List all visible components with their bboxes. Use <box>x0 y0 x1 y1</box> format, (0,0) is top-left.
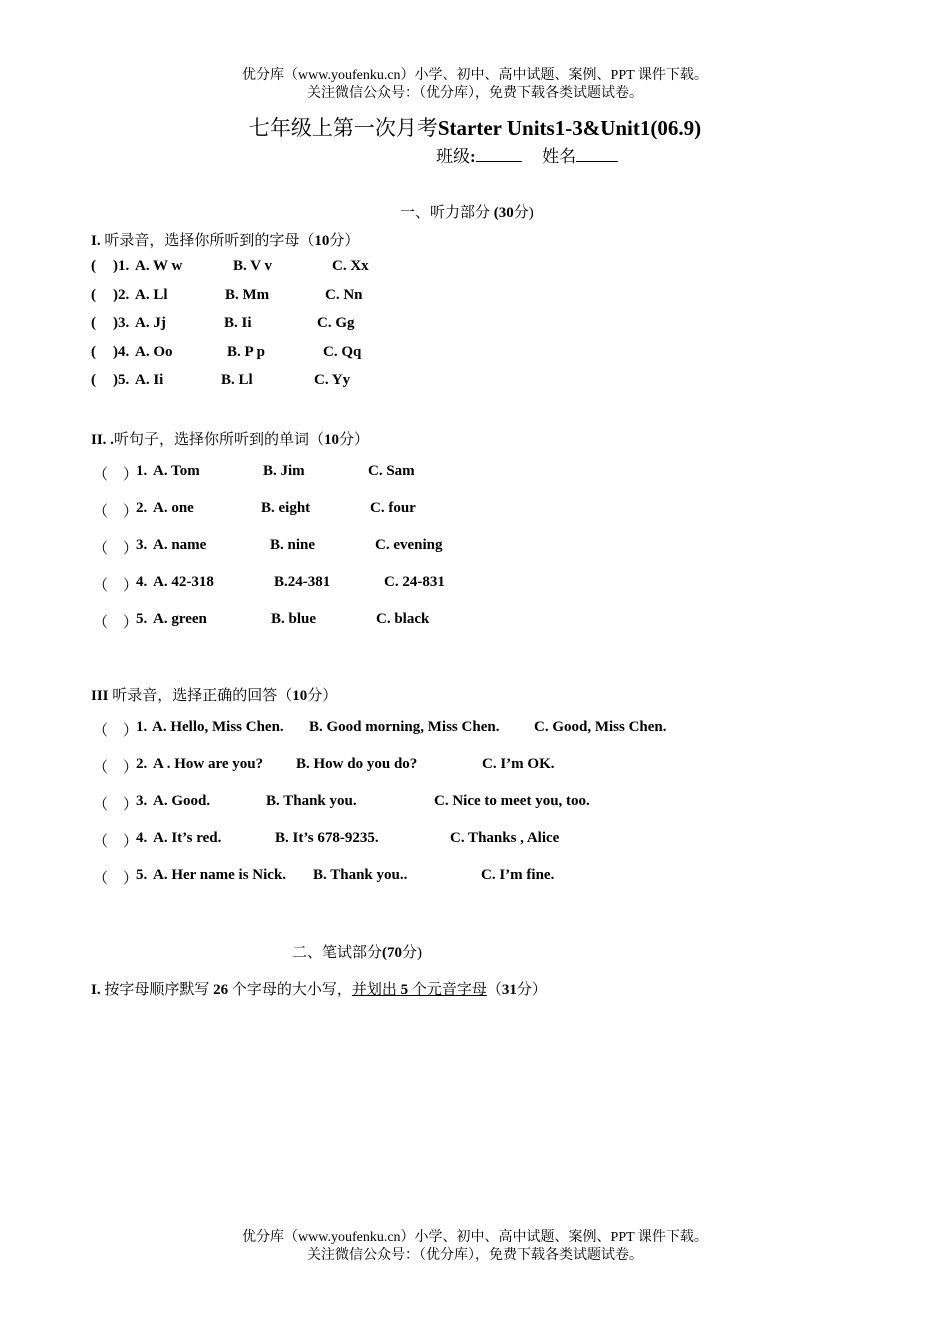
title-zh: 七年级上第一次月考 <box>248 116 438 140</box>
option-b: B. Ii <box>224 315 252 331</box>
question-number: 3. <box>136 537 148 553</box>
option-b: B. Mm <box>225 287 270 303</box>
s3-question-4 <box>93 830 560 851</box>
section2-instruction: 听句子，选择你所听到的单词（ <box>113 432 324 448</box>
part1-heading <box>400 201 534 222</box>
option-b: B. Jim <box>263 463 305 479</box>
option-c: C. black <box>376 611 430 627</box>
option-a: A. Oo <box>135 344 173 360</box>
name-label: 姓名 <box>542 147 577 166</box>
answer-bracket[interactable]: （ ） <box>93 723 139 739</box>
part1-score: (30 <box>493 205 514 221</box>
option-c: C. Thanks , Alice <box>450 830 560 846</box>
section4-instruction-a: 按字母顺序默写 <box>104 982 210 998</box>
s1-question-3 <box>91 315 355 332</box>
answer-bracket[interactable]: （ ） <box>93 615 139 631</box>
option-b: B. eight <box>261 500 311 516</box>
option-c: C. Yy <box>314 372 351 388</box>
part1-heading-text: 一、听力部分 <box>400 205 491 221</box>
s3-question-2 <box>93 756 555 777</box>
class-colon: : <box>470 147 476 166</box>
option-a: A. W w <box>135 258 183 274</box>
s3-question-3 <box>93 793 590 814</box>
question-number: )2. <box>113 287 130 303</box>
option-c: C. I’m OK. <box>482 756 555 772</box>
section3-heading <box>91 684 337 705</box>
answer-bracket[interactable]: ( <box>91 258 96 274</box>
s1-question-1 <box>91 258 369 275</box>
section2-num: II. . <box>91 432 114 448</box>
student-info <box>436 142 618 167</box>
s2-question-4 <box>93 574 445 595</box>
question-number: 3. <box>136 793 148 809</box>
title-en: Starter Units1-3&Unit1(06.9) <box>437 116 702 140</box>
option-b: B. Thank you. <box>266 793 357 809</box>
answer-bracket[interactable]: （ ） <box>93 578 139 594</box>
question-number: )1. <box>113 258 130 274</box>
option-a: A. name <box>153 537 207 553</box>
answer-bracket[interactable]: ( <box>91 344 96 360</box>
option-b: B. blue <box>271 611 317 627</box>
section4-underlined-a: 并划出 <box>351 982 397 998</box>
option-c: C. four <box>370 500 416 516</box>
answer-bracket[interactable]: ( <box>91 287 96 303</box>
section2-unit: 分） <box>338 432 369 448</box>
option-b: B. It’s 678-9235. <box>275 830 379 846</box>
s1-question-4 <box>91 344 362 361</box>
question-number: 1. <box>136 463 148 479</box>
answer-bracket[interactable]: （ ） <box>93 797 139 813</box>
section3-unit: 分） <box>307 688 338 704</box>
option-c: C. 24-831 <box>384 574 445 590</box>
s2-question-5 <box>93 611 430 632</box>
s2-question-3 <box>93 537 443 558</box>
s1-question-5 <box>91 372 351 389</box>
option-a: A. It’s red. <box>153 830 222 846</box>
footer-line-1: 优分库（www.youfenku.cn）小学、初中、高中试题、案例、PPT 课件下载。 <box>242 1230 708 1245</box>
option-a: A. Good. <box>153 793 211 809</box>
answer-bracket[interactable]: （ ） <box>93 834 139 850</box>
option-b: B. P p <box>227 344 265 360</box>
section4-count: 26 <box>213 982 229 998</box>
section1-instruction: 听录音，选择你所听到的字母（ <box>104 233 315 249</box>
option-c: C. Qq <box>323 344 362 360</box>
option-b: B.24-381 <box>274 574 331 590</box>
question-number: 2. <box>136 500 148 516</box>
option-a: A. Ll <box>135 287 168 303</box>
section3-instruction: 听录音，选择正确的回答（ <box>112 688 293 704</box>
name-blank[interactable] <box>576 145 618 162</box>
question-number: 4. <box>136 830 148 846</box>
class-blank[interactable] <box>476 145 522 162</box>
section4-heading <box>91 978 547 999</box>
section4-unit: 分） <box>516 982 547 998</box>
section2-heading <box>91 428 369 449</box>
option-c: C. Good, Miss Chen. <box>534 719 667 735</box>
option-a: A. Jj <box>135 315 166 331</box>
option-b: B. Good morning, Miss Chen. <box>309 719 500 735</box>
option-b: B. nine <box>270 537 316 553</box>
option-c: C. Nice to meet you, too. <box>434 793 590 809</box>
section2-points: 10 <box>323 432 339 448</box>
option-c: C. Nn <box>325 287 363 303</box>
question-number: 5. <box>136 611 148 627</box>
option-c: C. I’m fine. <box>481 867 555 883</box>
header-line-2: 关注微信公众号：（优分库），免费下载各类试题试卷。 <box>307 86 643 101</box>
answer-bracket[interactable]: ( <box>91 315 96 331</box>
section4-underlined <box>352 982 487 998</box>
section1-num: I. <box>91 233 101 249</box>
option-c: C. Gg <box>317 315 355 331</box>
question-number: 1. <box>136 719 148 735</box>
part2-score-unit: 分) <box>402 945 423 961</box>
option-c: C. Sam <box>368 463 415 479</box>
question-number: )4. <box>113 344 130 360</box>
s2-question-2 <box>93 500 416 521</box>
option-b: B. Ll <box>221 372 253 388</box>
option-a: A. 42-318 <box>153 574 214 590</box>
option-a: A . How are you? <box>153 756 264 772</box>
option-a: A. Hello, Miss Chen. <box>152 719 284 735</box>
s3-question-1 <box>93 719 667 740</box>
option-a: A. green <box>153 611 207 627</box>
answer-bracket[interactable]: （ ） <box>93 467 139 483</box>
class-label: 班级 <box>436 147 470 166</box>
answer-bracket[interactable]: （ ） <box>93 760 139 776</box>
answer-bracket[interactable]: （ ） <box>93 541 139 557</box>
section4-instruction-b: 个字母的大小写， <box>231 982 352 998</box>
answer-bracket[interactable]: （ ） <box>93 504 139 520</box>
option-c: C. Xx <box>332 258 369 274</box>
answer-bracket[interactable]: ( <box>91 372 96 388</box>
page-title <box>0 112 950 142</box>
part2-heading-text: 二、笔试部分 <box>292 945 383 961</box>
answer-bracket[interactable]: （ ） <box>93 871 139 887</box>
option-c: C. evening <box>375 537 443 553</box>
option-b: B. Thank you.. <box>313 867 408 883</box>
question-number: 4. <box>136 574 148 590</box>
option-a: A. Tom <box>153 463 200 479</box>
section3-points: 10 <box>292 688 308 704</box>
section4-underlined-num: 5 <box>400 982 409 998</box>
question-number: )3. <box>113 315 130 331</box>
part2-score: (70 <box>382 945 403 961</box>
footer-line-2: 关注微信公众号：（优分库），免费下载各类试题试卷。 <box>307 1248 643 1263</box>
s2-question-1 <box>93 463 415 484</box>
section1-unit: 分） <box>329 233 360 249</box>
option-b: B. V v <box>233 258 273 274</box>
question-number: 2. <box>136 756 148 772</box>
section1-heading <box>91 229 359 250</box>
s1-question-2 <box>91 287 363 304</box>
option-a: A. one <box>153 500 194 516</box>
section4-num: I. <box>91 982 101 998</box>
option-a: A. Her name is Nick. <box>153 867 287 883</box>
section4-paren: （ <box>486 982 502 998</box>
section1-points: 10 <box>314 233 330 249</box>
option-b: B. How do you do? <box>296 756 418 772</box>
section4-points: 31 <box>501 982 517 998</box>
section4-underlined-b: 个元音字母 <box>411 982 487 998</box>
s3-question-5 <box>93 867 555 888</box>
section3-num: III <box>91 688 109 704</box>
part1-score-unit: 分) <box>513 205 534 221</box>
part2-heading <box>292 941 422 962</box>
option-a: A. Ii <box>135 372 164 388</box>
header-line-1: 优分库（www.youfenku.cn）小学、初中、高中试题、案例、PPT 课件下载。 <box>242 68 708 83</box>
question-number: 5. <box>136 867 148 883</box>
question-number: )5. <box>113 372 130 388</box>
